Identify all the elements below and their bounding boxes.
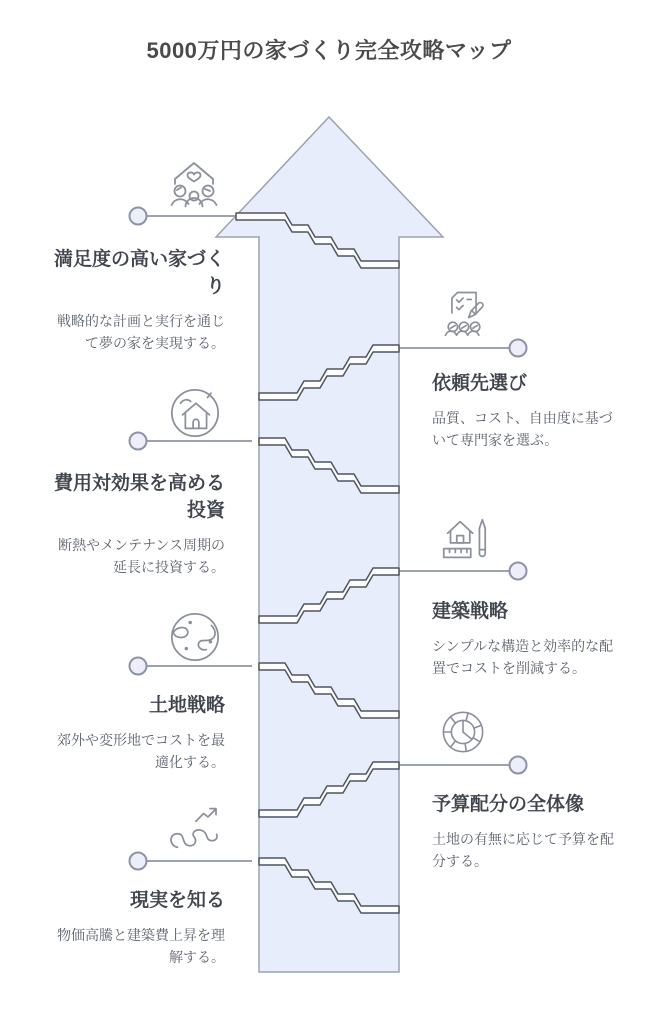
- milestone-body: 土地の有無に応じて予算を配分する。: [432, 831, 614, 869]
- trend-up-icon: [164, 800, 222, 856]
- connector-dot: [130, 658, 147, 675]
- milestone-body: 戦略的な計画と実行を通じて夢の家を実現する。: [57, 313, 225, 351]
- survey-checklist-icon: [438, 286, 490, 338]
- arrow-shape: [216, 117, 443, 972]
- eco-house-icon: [168, 385, 222, 439]
- milestone-heading: 依頼先選び: [432, 373, 528, 394]
- milestone-heading: 建築戦略: [432, 601, 509, 622]
- milestone-construction-strategy: [432, 598, 622, 679]
- milestone-cost-effective-investment: [45, 470, 225, 578]
- connector-dot: [130, 853, 147, 870]
- page-title: 5000万円の家づくり完全攻略マップ: [146, 38, 512, 63]
- connector-dot: [510, 563, 527, 580]
- milestone-body: シンプルな構造と効率的な配置でコストを削減する。: [432, 638, 614, 676]
- milestone-heading: 予算配分の全体像: [432, 794, 585, 815]
- milestone-heading: 土地戦略: [148, 695, 225, 716]
- budget-pie-icon: [438, 707, 488, 757]
- family-home-icon: [166, 154, 222, 210]
- milestone-body: 品質、コスト、自由度に基づいて専門家を選ぶ。: [432, 410, 613, 448]
- connector-dot: [510, 757, 527, 774]
- milestone-body: 郊外や変形地でコストを最適化する。: [57, 732, 225, 770]
- milestone-body: 物価高騰と建築費上昇を理解する。: [57, 927, 225, 965]
- milestone-land-strategy: [45, 692, 225, 773]
- milestone-body: 断熱やメンテナンス周期の延長に投資する。: [58, 537, 225, 575]
- milestone-satisfaction: [45, 246, 225, 354]
- milestone-heading: 費用対効果を高める投資: [53, 473, 225, 521]
- house-design-icon: [437, 511, 491, 567]
- milestone-budget-allocation: [432, 791, 622, 872]
- connector-dot: [510, 340, 527, 357]
- milestone-heading: 現実を知る: [129, 890, 225, 911]
- milestone-partner-selection: [432, 370, 622, 451]
- milestone-heading: 満足度の高い家づくり: [53, 249, 225, 297]
- connector-dot: [130, 208, 147, 225]
- connector-dot: [130, 433, 147, 450]
- globe-icon: [168, 610, 222, 664]
- milestone-know-reality: [45, 887, 225, 968]
